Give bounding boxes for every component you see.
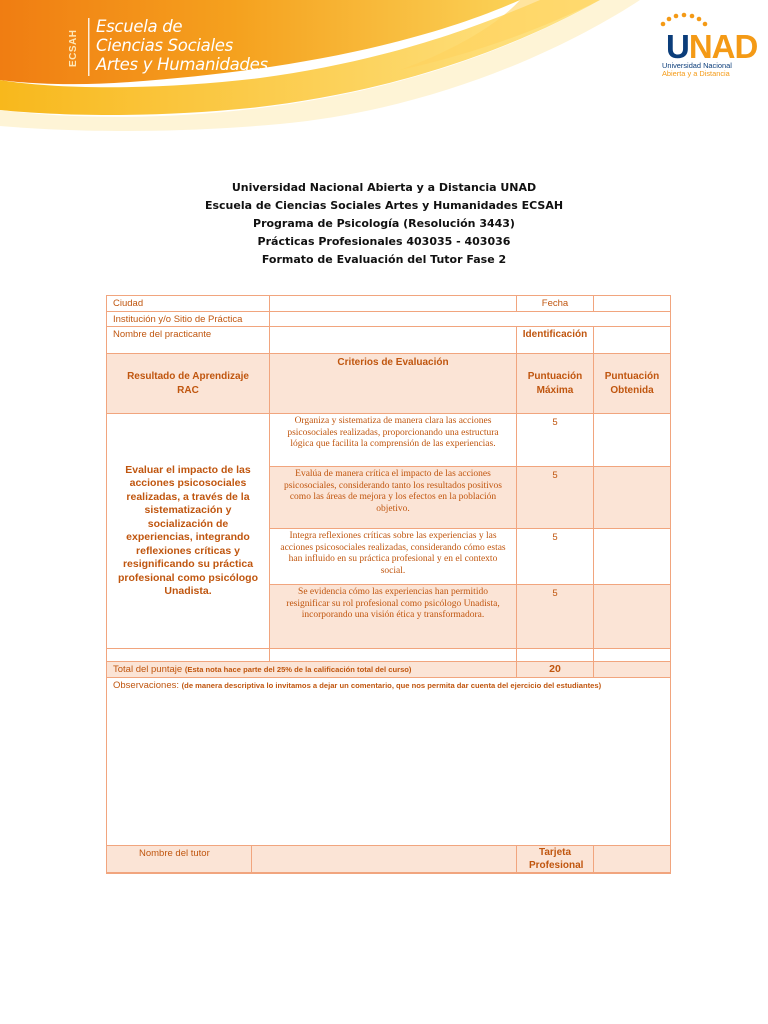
- institucion-field[interactable]: [270, 312, 670, 327]
- criterion-3-text: Integra reflexiones críticas sobre las experiencias y las acciones psicosociales realizadas, considerando cómo estas han influido en su práctica profesional y en el contexto social.: [270, 529, 517, 585]
- heading-line-5: Formato de Evaluación del Tutor Fase 2: [261, 253, 507, 266]
- school-name-line-2: Ciencias Sociales: [96, 36, 233, 55]
- observaciones-label: Observaciones:: [113, 680, 180, 691]
- criterion-4-max: 5: [517, 585, 594, 649]
- heading-line-2: Escuela de Ciencias Sociales Artes y Humanidades ECSAH: [204, 199, 564, 212]
- criterion-4-score-field[interactable]: [594, 585, 670, 649]
- identificacion-label: Identificación: [517, 327, 594, 354]
- document-heading: [100, 179, 668, 269]
- criterion-3-max: 5: [517, 529, 594, 585]
- unad-logo-wordmark: UNAD: [666, 28, 758, 65]
- evaluation-form-table: [106, 295, 671, 874]
- tutor-label: Nombre del tutor: [107, 846, 252, 873]
- unad-logo-line-1: Universidad Nacional: [662, 61, 732, 70]
- puntuacion-maxima-header: Puntuación Máxima: [517, 354, 594, 414]
- total-value: 20: [517, 662, 594, 678]
- rac-header: Resultado de Aprendizaje RAC: [107, 354, 270, 414]
- observaciones-note: (de manera descriptiva lo invitamos a dejar un comentario, que nos permita dar cuenta del ejercicio del estudiantes): [181, 681, 602, 690]
- ciudad-field[interactable]: [270, 296, 517, 312]
- spacer-cell-3: [517, 649, 594, 662]
- ciudad-label: Ciudad: [107, 296, 270, 312]
- fecha-label: Fecha: [517, 296, 594, 312]
- total-label: Total del puntaje (Esta nota hace parte del 25% de la calificación total del curso): [107, 662, 517, 678]
- heading-line-3: Programa de Psicología (Resolución 3443): [253, 217, 515, 230]
- spacer-cell-2: [270, 649, 517, 662]
- practicante-field[interactable]: [270, 327, 517, 354]
- observaciones-box[interactable]: [107, 678, 670, 846]
- criterion-2-score-field[interactable]: [594, 467, 670, 529]
- spacer-cell-4: [594, 649, 670, 662]
- criterion-4-text: Se evidencia cómo las experiencias han permitido resignificar su rol profesional como psicólogo Unadista, incorporando una visión ética y transformadora.: [270, 585, 517, 649]
- fecha-field[interactable]: [594, 296, 670, 312]
- criterios-header: Criterios de Evaluación: [270, 354, 517, 414]
- criterion-1-text: Organiza y sistematiza de manera clara las acciones psicosociales realizadas, proporcionando una estructura lógica que facilita la comprensión de las experiencias.: [270, 414, 517, 467]
- school-name-line-3: Artes y Humanidades: [96, 55, 268, 74]
- institucion-label: Institución y/o Sitio de Práctica: [107, 312, 270, 327]
- puntuacion-obtenida-header: Puntuación Obtenida: [594, 354, 670, 414]
- unad-logo-line-2: Abierta y a Distancia: [662, 69, 730, 78]
- school-name-line-1: Escuela de: [96, 17, 183, 36]
- criterion-1-score-field[interactable]: [594, 414, 670, 467]
- tarjeta-profesional-label: Tarjeta Profesional: [517, 846, 594, 873]
- criterion-3-score-field[interactable]: [594, 529, 670, 585]
- rac-description: Evaluar el impacto de las acciones psicosociales realizadas, a través de la sistematización y socialización de experiencias, integrando reflexiones críticas y resignificando su práctica profesional como psicólogo Unadista.: [107, 414, 270, 649]
- ecsah-vertical-label: ECSAH: [68, 29, 79, 67]
- heading-line-1: Universidad Nacional Abierta y a Distancia UNAD: [231, 181, 537, 194]
- total-obtained-field[interactable]: [594, 662, 670, 678]
- unad-logo-dots: [661, 13, 708, 27]
- identificacion-field[interactable]: [594, 327, 670, 354]
- spacer-cell-1: [107, 649, 270, 662]
- header-banner: [0, 0, 768, 135]
- practicante-label: Nombre del practicante: [107, 327, 270, 354]
- heading-line-4: Prácticas Profesionales 403035 - 403036: [257, 235, 511, 248]
- criterion-2-max: 5: [517, 467, 594, 529]
- criterion-1-max: 5: [517, 414, 594, 467]
- criterion-2-text: Evalúa de manera crítica el impacto de las acciones psicosociales, considerando tanto los resultados positivos como las áreas de mejora y los efectos en la población objetivo.: [270, 467, 517, 529]
- total-note: (Esta nota hace parte del 25% de la calificación total del curso): [184, 665, 412, 674]
- tarjeta-profesional-field[interactable]: [594, 846, 670, 873]
- tutor-field[interactable]: [252, 846, 517, 873]
